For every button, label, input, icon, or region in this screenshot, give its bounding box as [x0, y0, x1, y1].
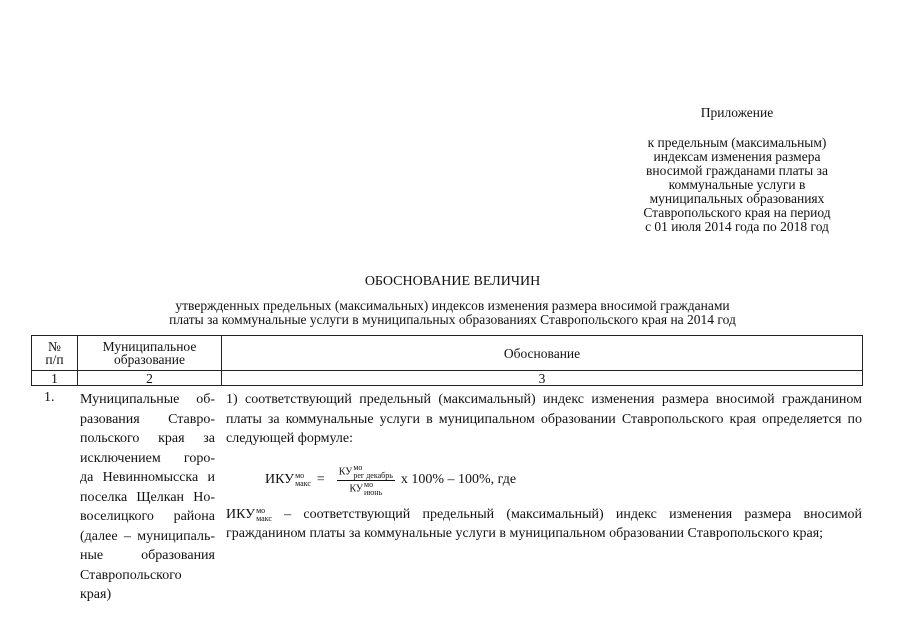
appendix-text: [612, 136, 862, 234]
municipality-line: края): [80, 587, 112, 602]
municipality-line: да Невинномысска и: [80, 470, 215, 485]
formula-rest: х 100% – 100%, где: [400, 472, 517, 487]
formula-numerator: [337, 464, 395, 481]
numerator-sup: мо: [353, 462, 363, 472]
subtitle-line: платы за коммунальные услуги в муниципальных образованиях Ставропольского края на 2014 год: [169, 312, 736, 327]
municipality-line: (далее – муниципаль-: [80, 528, 215, 544]
appendix-line: вносимой гражданами платы за: [646, 163, 828, 178]
appendix-block: [612, 106, 862, 234]
definition-text: – соответствующий предельный (максимальный) индекс изменения размера вносимой гражданином платы за коммунальные услуги в муниципальном образовании Ставропольского края;: [226, 507, 862, 541]
header-number-line: п/п: [45, 352, 64, 367]
header-basis: Обоснование: [222, 336, 863, 371]
header-number-line: №: [48, 339, 61, 354]
appendix-title: Приложение: [700, 105, 774, 120]
appendix-line: Ставропольского края на период: [643, 205, 831, 220]
basis-table: [31, 335, 863, 386]
numerator-sub: рег декабрь: [353, 470, 393, 480]
table-header-row: [32, 336, 863, 371]
definition-symbol: [226, 505, 272, 524]
row-number: 1.: [44, 390, 55, 405]
document-title: ОБОСНОВАНИЕ ВЕЛИЧИН: [364, 274, 541, 289]
appendix-line: с 01 июля 2014 года по 2018 год: [645, 219, 829, 234]
column-number: 2: [78, 371, 222, 386]
municipality-line: исключением горо-: [80, 450, 215, 466]
municipality-line: воселицкого района: [80, 509, 215, 524]
denominator-sup: мо: [364, 479, 374, 489]
formula: [265, 460, 516, 500]
basis-cell: [226, 390, 862, 449]
municipality-line: разования Ставро-: [80, 411, 215, 427]
municipality-line: Муниципальные об-: [80, 392, 215, 407]
definition-sub: макс: [256, 513, 272, 523]
formula-fraction: [337, 464, 395, 497]
subtitle-line: утвержденных предельных (максимальных) индексов изменения размера вносимой гражданами: [175, 298, 730, 313]
column-number-row: [32, 371, 863, 386]
municipality-line: Ставропольского: [80, 567, 182, 583]
numerator-main: КУ: [338, 465, 353, 477]
appendix-line: коммунальные услуги в: [668, 177, 806, 192]
definition-paragraph: [226, 505, 862, 543]
document-subtitle: [60, 299, 845, 327]
formula-lhs-indices: [295, 472, 311, 488]
header-municipality-line: образование: [114, 352, 185, 367]
column-number: 1: [32, 371, 78, 386]
definition-sup: мо: [256, 505, 266, 515]
appendix-line: муниципальных образованиях: [649, 191, 825, 206]
header-municipality-line: Муниципальное: [102, 339, 197, 354]
municipality-line: поселка Щелкан Но-: [80, 489, 215, 505]
municipality-line: польского края за: [80, 431, 215, 446]
denominator-sub: июнь: [364, 487, 383, 497]
definition-symbol-main: ИКУ: [226, 507, 256, 522]
municipality-cell: [80, 390, 215, 605]
formula-denominator: [347, 481, 384, 497]
denominator-main: КУ: [349, 482, 364, 494]
formula-lhs: ИКУ: [265, 472, 295, 487]
header-number: [32, 336, 78, 371]
numerator-indices: [353, 464, 393, 480]
definition-symbol-indices: [256, 507, 272, 523]
header-municipality: [78, 336, 222, 371]
municipality-line: ные образования: [80, 548, 215, 563]
basis-paragraph: 1) соответствующий предельный (максимальный) индекс изменения размера вносимой гражданином платы за коммунальные услуги в муниципальном образовании Ставропольского края определяется по следующей формуле:: [226, 392, 862, 446]
formula-lhs-sup: мо: [295, 471, 305, 480]
column-number: 3: [222, 371, 863, 386]
denominator-indices: [364, 481, 382, 497]
appendix-line: к предельным (максимальным): [647, 135, 827, 150]
formula-equals: =: [316, 472, 325, 487]
appendix-line: индексам изменения размера: [653, 149, 821, 164]
formula-lhs-sub: макс: [295, 479, 311, 488]
